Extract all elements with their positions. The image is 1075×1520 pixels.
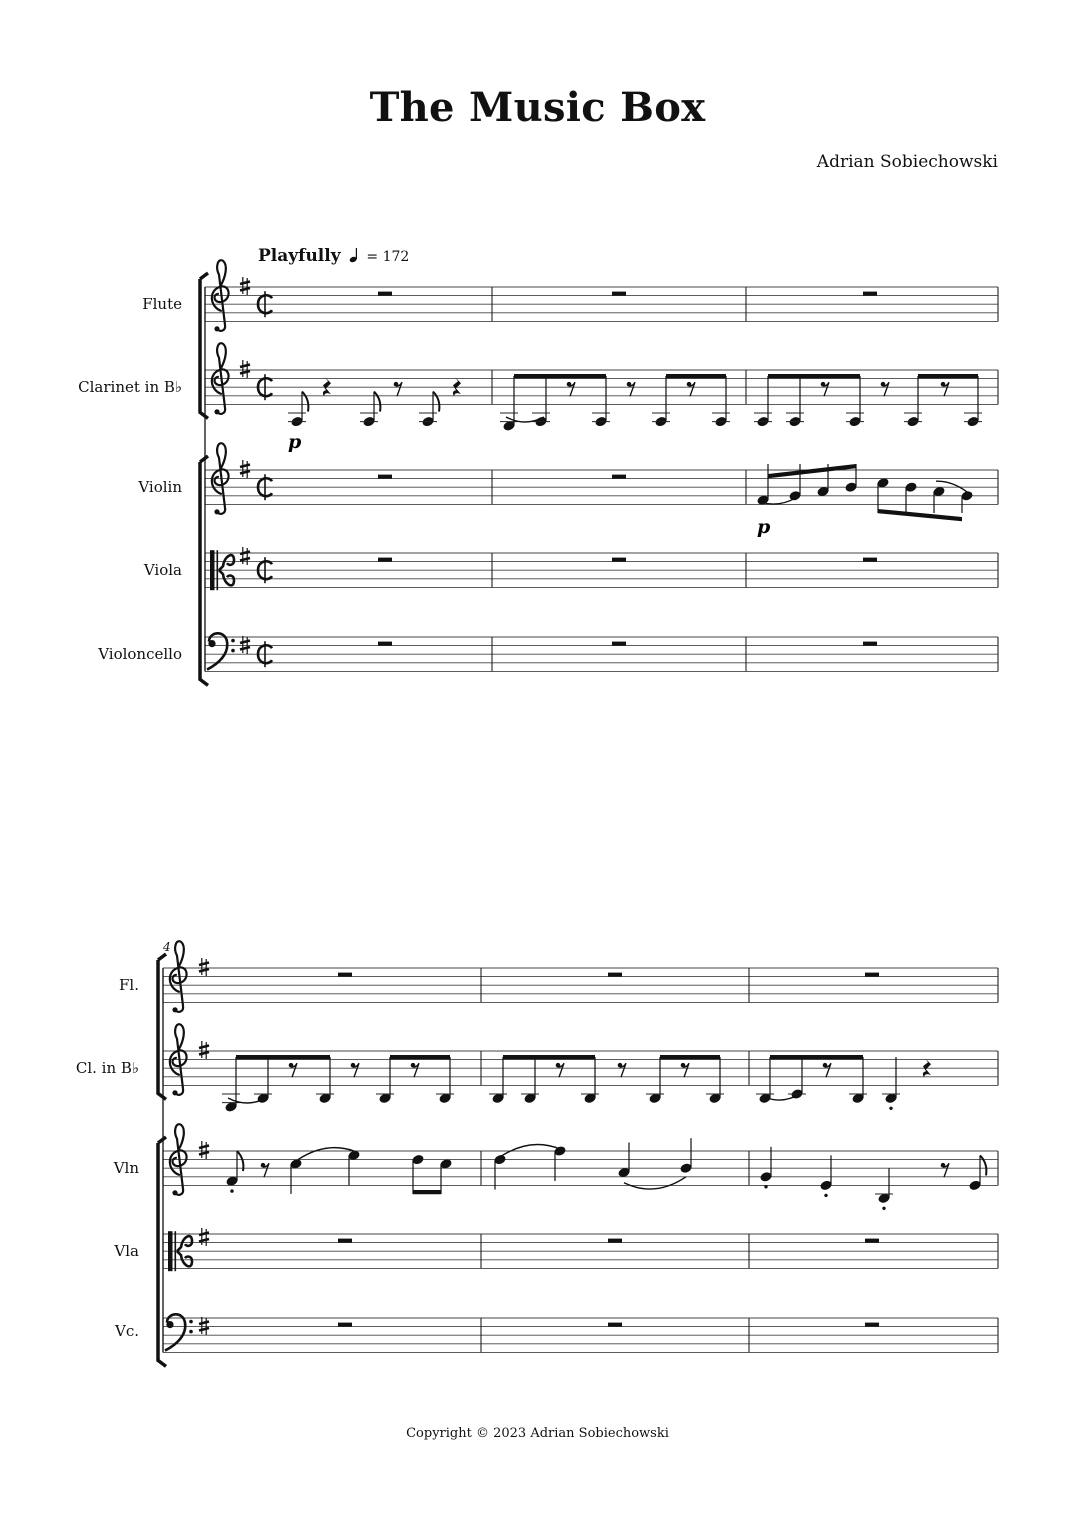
instrument-label-vln: Vln: [113, 1159, 139, 1177]
note: [932, 486, 946, 513]
note: [849, 1057, 867, 1104]
staff-viola: [205, 553, 998, 587]
sharp-icon: [199, 1041, 209, 1059]
tempo-word: Playfully: [258, 246, 341, 266]
whole-rest: [338, 1323, 352, 1327]
instrument-label-violin: Violin: [138, 478, 182, 496]
whole-rest: [378, 475, 392, 479]
whole-rest: [608, 973, 622, 977]
instrument-label-vc: Vc.: [114, 1322, 139, 1340]
eighth-rest: [681, 1063, 689, 1077]
note: [964, 376, 982, 428]
strings-bracket: [158, 1137, 166, 1366]
instrument-label-flute: Flute: [142, 295, 182, 313]
note-eighth: [225, 1151, 243, 1193]
beam: [503, 1055, 595, 1059]
sharp-icon: [240, 547, 250, 565]
flag: [302, 392, 308, 412]
beam: [878, 509, 962, 521]
note: [439, 1158, 453, 1194]
whole-rest: [378, 642, 392, 646]
note: [254, 1057, 272, 1104]
beam: [666, 374, 726, 378]
note: [592, 376, 610, 428]
flag: [433, 392, 439, 412]
eighth-rest: [394, 382, 402, 396]
note: [376, 1057, 394, 1104]
note: [646, 1057, 664, 1104]
flag: [374, 392, 380, 412]
quarter-rest: [453, 377, 461, 396]
woodwind-bracket: [200, 273, 208, 418]
whole-rest: [612, 642, 626, 646]
sharp-icon: [240, 636, 250, 654]
eighth-rest: [687, 382, 695, 396]
beam: [660, 1055, 720, 1059]
whole-rest: [863, 558, 877, 562]
bass-clef-icon: [207, 633, 235, 669]
quarter-rest: [323, 377, 331, 396]
note: [652, 376, 670, 428]
note: [222, 1057, 240, 1113]
slur: [298, 1148, 354, 1160]
note: [786, 376, 804, 428]
instrument-label-vla: Vla: [114, 1242, 139, 1260]
staccato-dot: [824, 1194, 827, 1197]
note: [788, 1057, 806, 1100]
woodwind-bracket: [158, 954, 166, 1099]
note: [712, 376, 730, 428]
eighth-rest: [411, 1063, 419, 1077]
staff-violin: [205, 470, 998, 504]
eighth-rest: [627, 382, 635, 396]
note-quarter: [493, 1154, 507, 1190]
eighth-rest: [618, 1063, 626, 1077]
instrument-label-violoncello: Violoncello: [98, 645, 182, 663]
sharp-icon: [240, 277, 250, 295]
eighth-rest: [261, 1163, 269, 1177]
whole-rest: [612, 292, 626, 296]
note-eighth: [419, 392, 439, 428]
note: [521, 1057, 539, 1104]
eighth-rest: [567, 382, 575, 396]
staccato-dot: [889, 1107, 892, 1110]
note: [532, 376, 550, 428]
dynamic-p-violin: p: [757, 516, 771, 538]
strings-bracket: [200, 456, 208, 685]
whole-rest: [863, 642, 877, 646]
beam: [770, 1055, 863, 1059]
whole-rest: [865, 973, 879, 977]
note-eighth: [968, 1155, 986, 1191]
beam: [390, 1055, 450, 1059]
note: [581, 1057, 599, 1104]
staccato-dot: [230, 1189, 233, 1192]
staff-violoncello: [205, 637, 998, 671]
whole-rest: [612, 558, 626, 562]
eighth-rest: [881, 382, 889, 396]
beam: [413, 1190, 441, 1194]
measure-number: 4: [163, 940, 171, 954]
note: [960, 490, 974, 513]
beam: [918, 374, 978, 378]
whole-rest: [865, 1323, 879, 1327]
staccato-dot: [882, 1207, 885, 1210]
note-quarter: [553, 1145, 567, 1181]
beam: [236, 1055, 330, 1059]
note: [754, 376, 772, 428]
eighth-rest: [941, 1163, 949, 1177]
note-quarter: [289, 1158, 303, 1194]
note: [316, 1057, 334, 1104]
beam: [514, 374, 606, 378]
whole-rest: [865, 1239, 879, 1243]
quarter-rest: [923, 1058, 931, 1077]
note: [500, 376, 518, 432]
sharp-icon: [199, 1228, 209, 1246]
sharp-icon: [199, 958, 209, 976]
sharp-icon: [199, 1141, 209, 1159]
copyright-notice: Copyright © 2023 Adrian Sobiechowski: [406, 1426, 669, 1441]
staccato-dot: [764, 1185, 767, 1188]
sharp-icon: [240, 460, 250, 478]
instrument-label-fl: Fl.: [119, 976, 139, 994]
bass-clef-icon: [165, 1314, 193, 1350]
note: [706, 1057, 724, 1104]
note-quarter: [759, 1147, 773, 1189]
eighth-rest: [823, 1063, 831, 1077]
note-eighth: [288, 392, 308, 428]
note: [876, 477, 890, 513]
whole-rest: [338, 973, 352, 977]
whole-rest: [612, 475, 626, 479]
eighth-rest: [556, 1063, 564, 1077]
note: [904, 376, 922, 428]
note: [882, 1057, 900, 1110]
beam: [768, 374, 860, 378]
eighth-rest: [941, 382, 949, 396]
eighth-rest: [289, 1063, 297, 1077]
whole-rest: [863, 292, 877, 296]
eighth-rest: [351, 1063, 359, 1077]
staff-violin-2: [163, 1151, 998, 1185]
tempo-bpm: = 172: [366, 249, 410, 265]
note: [411, 1154, 425, 1194]
note: [846, 376, 864, 428]
beam: [768, 464, 856, 478]
note-quarter: [819, 1155, 833, 1197]
note: [436, 1057, 454, 1104]
slur: [624, 1177, 686, 1189]
whole-rest: [608, 1323, 622, 1327]
flag: [980, 1155, 986, 1175]
note-quarter: [347, 1149, 361, 1185]
instrument-label-cl: Cl. in B♭: [75, 1059, 139, 1077]
note: [904, 481, 918, 513]
eighth-rest: [821, 382, 829, 396]
note: [489, 1057, 507, 1104]
dynamic-p-clarinet: p: [288, 431, 302, 453]
sharp-icon: [199, 1317, 209, 1335]
instrument-label-viola: Viola: [143, 561, 182, 579]
whole-rest: [338, 1239, 352, 1243]
composer-name: Adrian Sobiechowski: [816, 152, 998, 172]
sharp-icon: [240, 360, 250, 378]
score-title: The Music Box: [369, 84, 706, 131]
whole-rest: [608, 1239, 622, 1243]
instrument-label-clarinet: Clarinet in B♭: [78, 378, 182, 396]
whole-rest: [378, 558, 392, 562]
note-quarter: [875, 1168, 893, 1210]
whole-rest: [378, 292, 392, 296]
staff-flute: [205, 287, 998, 321]
note-quarter: [617, 1143, 631, 1179]
note-eighth: [360, 392, 380, 428]
note-quarter: [679, 1138, 693, 1174]
